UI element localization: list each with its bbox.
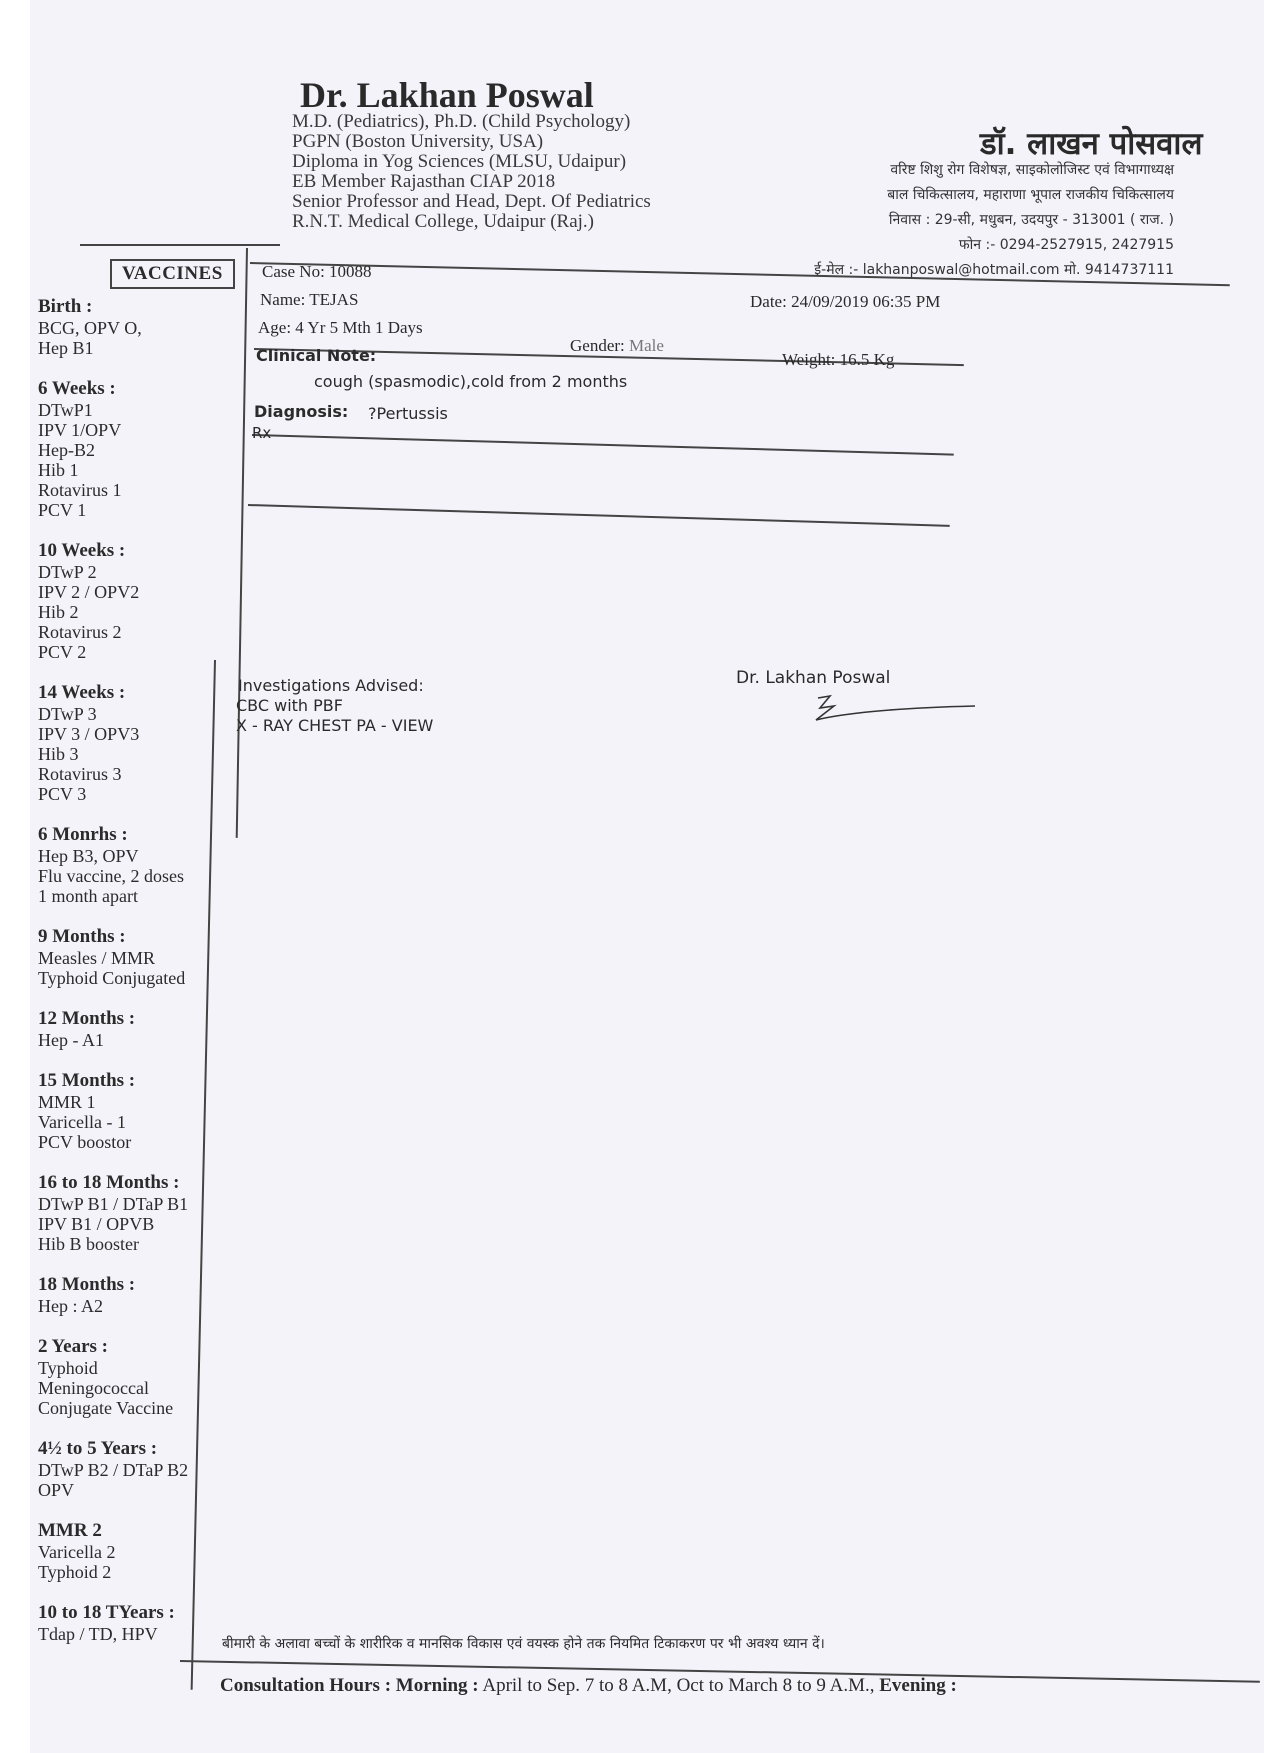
hindi-line: निवास : 29-सी, मधुबन, उदयपुर - 313001 ( राज. ) — [888, 212, 1174, 228]
vaccine-item: Hib 3 — [38, 744, 79, 764]
vaccine-group-title: 10 to 18 TYears : — [38, 1602, 175, 1623]
vaccine-item: Typhoid 2 — [38, 1562, 112, 1582]
vaccine-item: OPV — [38, 1480, 75, 1500]
vaccine-group — [38, 296, 250, 358]
vaccine-item: Hep B3, OPV — [38, 846, 139, 866]
doctor-qualifications — [292, 112, 651, 232]
vaccine-group-title: 9 Months : — [38, 926, 126, 947]
hindi-line: वरिष्ट शिशु रोग विशेषज्ञ, साइकोलोजिस्ट एवं विभागाध्यक्ष — [890, 162, 1174, 178]
vaccine-item: MMR 1 — [38, 1092, 96, 1112]
signature-scribble — [800, 690, 980, 730]
vaccines-heading: VACCINES — [110, 259, 235, 289]
patient-weight: Weight: 16.5 Kg — [782, 350, 895, 369]
hindi-line: ई-मेल :- lakhanposwal@hotmail.com मो. 9414737111 — [814, 262, 1174, 278]
vaccine-item: Hib B booster — [38, 1234, 139, 1254]
vaccine-group — [38, 1172, 250, 1254]
hindi-line: बाल चिकित्सालय, महाराणा भूपाल राजकीय चिकित्सालय — [887, 187, 1174, 203]
vaccine-item: Rotavirus 1 — [38, 480, 122, 500]
vaccine-item: Rotavirus 2 — [38, 622, 122, 642]
vaccine-group — [38, 1520, 250, 1582]
rx-divider — [248, 504, 950, 527]
vaccine-group-title: Birth : — [38, 296, 93, 317]
vaccine-item: DTwP1 — [38, 400, 93, 420]
qualification-line: EB Member Rajasthan CIAP 2018 — [292, 171, 556, 192]
vaccine-item: PCV boostor — [38, 1132, 132, 1152]
vaccine-item: PCV 1 — [38, 500, 87, 520]
vaccine-item: IPV 1/OPV — [38, 420, 122, 440]
qualification-line: Diploma in Yog Sciences (MLSU, Udaipur) — [292, 151, 627, 172]
vaccine-group — [38, 1008, 250, 1050]
vaccine-item: BCG, OPV O, — [38, 318, 142, 338]
clinical-note: cough (spasmodic),cold from 2 months — [314, 372, 628, 391]
header-divider-left — [80, 244, 280, 246]
vaccine-item: Conjugate Vaccine — [38, 1398, 174, 1418]
vaccine-group — [38, 926, 250, 988]
vaccine-group-title: 16 to 18 Months : — [38, 1172, 180, 1193]
vaccine-group — [38, 1602, 250, 1644]
vaccine-item: Hib 2 — [38, 602, 79, 622]
vaccine-item: Hep - A1 — [38, 1030, 104, 1050]
vaccine-group-title: 2 Years : — [38, 1336, 108, 1357]
vaccine-item: DTwP B1 / DTaP B1 — [38, 1194, 189, 1214]
vaccine-item: Hep B1 — [38, 338, 94, 358]
investigations-title: Investigations Advised: — [238, 676, 424, 695]
vaccine-group — [38, 682, 250, 804]
vaccine-item: PCV 2 — [38, 642, 87, 662]
footer-note-hindi: बीमारी के अलावा बच्चों के शारीरिक व मानसिक विकास एवं वयस्क होने तक नियमित टिकाकरण पर भी अवश्य ध्यान दें। — [222, 1636, 825, 1652]
vaccine-item: PCV 3 — [38, 784, 87, 804]
vaccine-group-title: 10 Weeks : — [38, 540, 126, 561]
vaccine-item: Meningococcal — [38, 1378, 149, 1398]
investigation-item: CBC with PBF — [236, 696, 343, 715]
vaccine-item: Hep : A2 — [38, 1296, 103, 1316]
rx-label: Rx — [252, 424, 272, 442]
vaccine-item: IPV 3 / OPV3 — [38, 724, 140, 744]
patient-age: Age: 4 Yr 5 Mth 1 Days — [258, 318, 423, 337]
doctor-details-hindi — [814, 158, 1174, 283]
vaccine-group — [38, 540, 250, 662]
vaccine-item: Typhoid Conjugated — [38, 968, 186, 988]
vaccine-group-title: 6 Monrhs : — [38, 824, 128, 845]
vaccine-group-title: 6 Weeks : — [38, 378, 116, 399]
vaccine-item: DTwP 3 — [38, 704, 97, 724]
qualification-line: M.D. (Pediatrics), Ph.D. (Child Psychology) — [292, 111, 631, 132]
diagnosis-value: ?Pertussis — [368, 404, 448, 423]
vaccine-group-title: 14 Weeks : — [38, 682, 126, 703]
vaccine-group — [38, 378, 250, 520]
vaccine-group-title: 15 Months : — [38, 1070, 136, 1091]
vaccine-group — [38, 824, 250, 906]
vaccine-item: Hib 1 — [38, 460, 79, 480]
vaccine-item: IPV 2 / OPV2 — [38, 582, 140, 602]
vaccine-group — [38, 1274, 250, 1316]
patient-gender: Gender: Male — [570, 336, 664, 355]
vaccine-item: Varicella - 1 — [38, 1112, 126, 1132]
vaccine-group — [38, 1070, 250, 1152]
vaccine-group — [38, 1438, 250, 1500]
vaccine-group-title: MMR 2 — [38, 1520, 102, 1541]
vaccine-item: 1 month apart — [38, 886, 138, 906]
vaccine-item: DTwP 2 — [38, 562, 97, 582]
signature-name: Dr. Lakhan Poswal — [736, 668, 891, 688]
vaccine-item: Varicella 2 — [38, 1542, 116, 1562]
qualification-line: PGPN (Boston University, USA) — [292, 131, 544, 152]
vaccine-item: Rotavirus 3 — [38, 764, 122, 784]
vaccine-item: Hep-B2 — [38, 440, 95, 460]
vaccine-group — [38, 1336, 250, 1418]
vaccine-item: Measles / MMR — [38, 948, 155, 968]
clinical-note-label: Clinical Note: — [256, 346, 377, 365]
doctor-name: Dr. Lakhan Poswal — [300, 75, 594, 115]
diagnosis-label: Diagnosis: — [254, 402, 349, 421]
patient-name: Name: TEJAS — [260, 290, 359, 309]
investigation-item: X - RAY CHEST PA - VIEW — [236, 716, 434, 735]
case-number: Case No: 10088 — [262, 262, 372, 281]
doctor-name-hindi: डॉ. लाखन पोसवाल — [980, 126, 1203, 162]
hindi-line: फोन :- 0294-2527915, 2427915 — [958, 237, 1174, 253]
vaccine-group-title: 4½ to 5 Years : — [38, 1438, 158, 1459]
visit-date: Date: 24/09/2019 06:35 PM — [750, 292, 941, 311]
vaccine-item: IPV B1 / OPVB — [38, 1214, 155, 1234]
vaccine-item: Typhoid — [38, 1358, 98, 1378]
vaccine-item: Tdap / TD, HPV — [38, 1624, 158, 1644]
qualification-line: R.N.T. Medical College, Udaipur (Raj.) — [292, 211, 594, 232]
vaccine-item: DTwP B2 / DTaP B2 — [38, 1460, 189, 1480]
vaccine-group-title: 12 Months : — [38, 1008, 136, 1029]
prescription-sheet — [30, 0, 1264, 1753]
consultation-hours: Consultation Hours : Morning : April to Sep. 7 to 8 A.M, Oct to March 8 to 9 A.M., Evening : — [220, 1675, 957, 1696]
vaccine-group-title: 18 Months : — [38, 1274, 136, 1295]
diagnosis-underline — [252, 434, 954, 456]
qualification-line: Senior Professor and Head, Dept. Of Pediatrics — [292, 191, 651, 212]
vaccine-schedule — [38, 296, 250, 1664]
vaccine-item: Flu vaccine, 2 doses — [38, 866, 184, 886]
